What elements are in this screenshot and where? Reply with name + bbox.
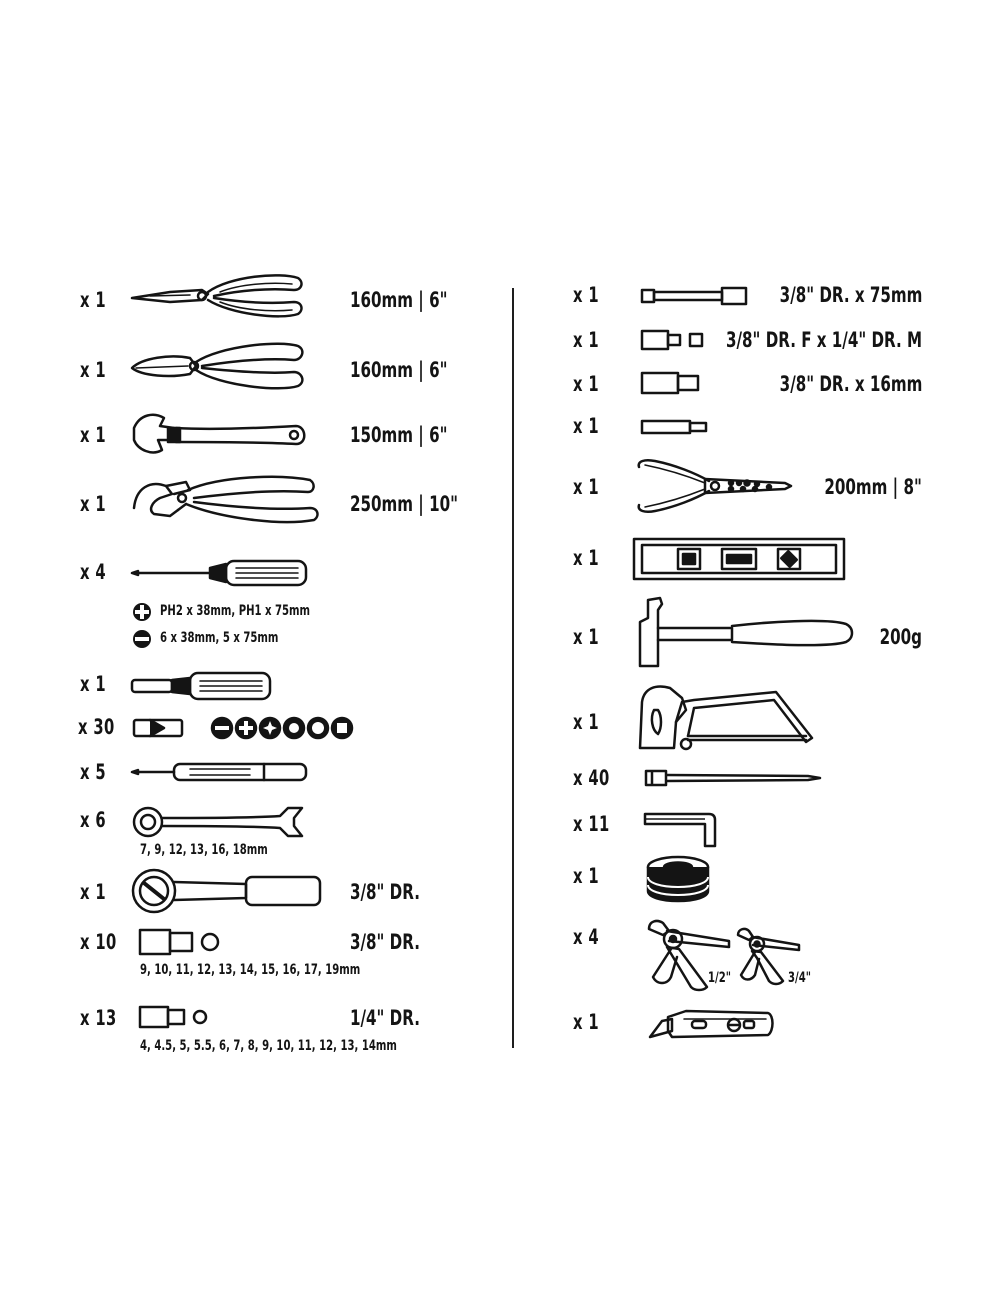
size-spec: 160mm | 6" <box>350 358 448 382</box>
bit-holder-screwdriver-icon <box>130 670 275 706</box>
quantity-label: x 4 <box>573 925 600 949</box>
size-spec: 250mm | 10" <box>350 492 458 516</box>
quantity-label: x 11 <box>573 812 610 836</box>
spirit-level-icon <box>632 537 847 585</box>
drive-spec: 1/4" DR. <box>350 1006 420 1030</box>
cable-tie-icon <box>644 768 824 792</box>
quantity-label: x 5 <box>80 760 107 784</box>
quantity-label: x 1 <box>573 372 600 396</box>
size-spec: 160mm | 6" <box>350 288 448 312</box>
quantity-label: x 1 <box>80 288 107 312</box>
size-spec: 150mm | 6" <box>350 423 448 447</box>
size-spec: 200mm | 8" <box>824 475 922 499</box>
screwdriver-bits-icon <box>130 714 360 746</box>
quantity-label: x 1 <box>80 358 107 382</box>
weight-spec: 200g <box>879 625 922 649</box>
socket-icon <box>138 926 228 962</box>
size-note: 4, 4.5, 5, 5.5, 6, 7, 8, 9, 10, 11, 12, 13, 14mm <box>140 1038 397 1054</box>
ratchet-handle-icon <box>130 866 325 920</box>
wire-stripper-icon <box>635 457 795 519</box>
size-note: PH2 x 38mm, PH1 x 75mm <box>160 603 311 619</box>
size-spec: 3/8" DR. F x 1/4" DR. M <box>725 328 922 352</box>
hacksaw-icon <box>636 682 816 758</box>
hex-key-icon <box>643 810 718 854</box>
phillips-head-icon <box>132 602 152 626</box>
quantity-label: x 6 <box>80 808 107 832</box>
quantity-label: x 1 <box>573 625 600 649</box>
quantity-label: x 1 <box>573 475 600 499</box>
quantity-label: x 1 <box>80 492 107 516</box>
utility-knife-icon <box>648 1007 778 1045</box>
quantity-label: x 1 <box>573 414 600 438</box>
size-note: 6 x 38mm, 5 x 75mm <box>160 630 279 646</box>
quantity-label: x 1 <box>573 546 600 570</box>
insulating-tape-icon <box>645 855 715 907</box>
quantity-label: x 1 <box>573 1010 600 1034</box>
size-spec: 3/8" DR. x 75mm <box>779 283 922 307</box>
screwdriver-icon <box>130 556 310 594</box>
quantity-label: x 1 <box>573 328 600 352</box>
quantity-label: x 1 <box>80 672 107 696</box>
quantity-label: x 13 <box>80 1006 117 1030</box>
diagonal-cutters-icon <box>130 340 310 399</box>
quantity-label: x 1 <box>573 283 600 307</box>
quantity-label: x 1 <box>80 423 107 447</box>
quantity-label: x 10 <box>80 930 117 954</box>
combination-wrench-icon <box>130 804 310 844</box>
quantity-label: x 40 <box>573 766 610 790</box>
quantity-label: x 30 <box>78 715 115 739</box>
spark-plug-socket-icon <box>640 371 705 399</box>
drive-spec: 3/8" DR. <box>350 930 420 954</box>
hammer-icon <box>636 596 856 672</box>
drive-spec: 3/8" DR. <box>350 880 420 904</box>
quantity-label: x 4 <box>80 560 107 584</box>
quantity-label: x 1 <box>573 864 600 888</box>
bit-adapter-icon <box>640 418 710 440</box>
quantity-label: x 1 <box>573 710 600 734</box>
combination-pliers-icon <box>130 270 310 329</box>
socket-adapter-icon <box>640 329 710 355</box>
adjustable-wrench-icon <box>130 410 310 464</box>
size-spec: 3/8" DR. x 16mm <box>779 372 922 396</box>
extension-bar-icon <box>640 285 750 311</box>
size-note: 9, 10, 11, 12, 13, 14, 15, 16, 17, 19mm <box>140 962 361 978</box>
socket-small-icon <box>138 1003 218 1035</box>
precision-screwdriver-icon <box>130 758 310 790</box>
size-note: 7, 9, 12, 13, 16, 18mm <box>140 842 268 858</box>
water-pump-pliers-icon <box>130 474 325 538</box>
column-divider <box>512 288 514 1048</box>
clamp-size-label: 1/2" <box>708 970 731 986</box>
quantity-label: x 1 <box>80 880 107 904</box>
slotted-head-icon <box>132 629 152 653</box>
clamp-size-label: 3/4" <box>788 970 811 986</box>
